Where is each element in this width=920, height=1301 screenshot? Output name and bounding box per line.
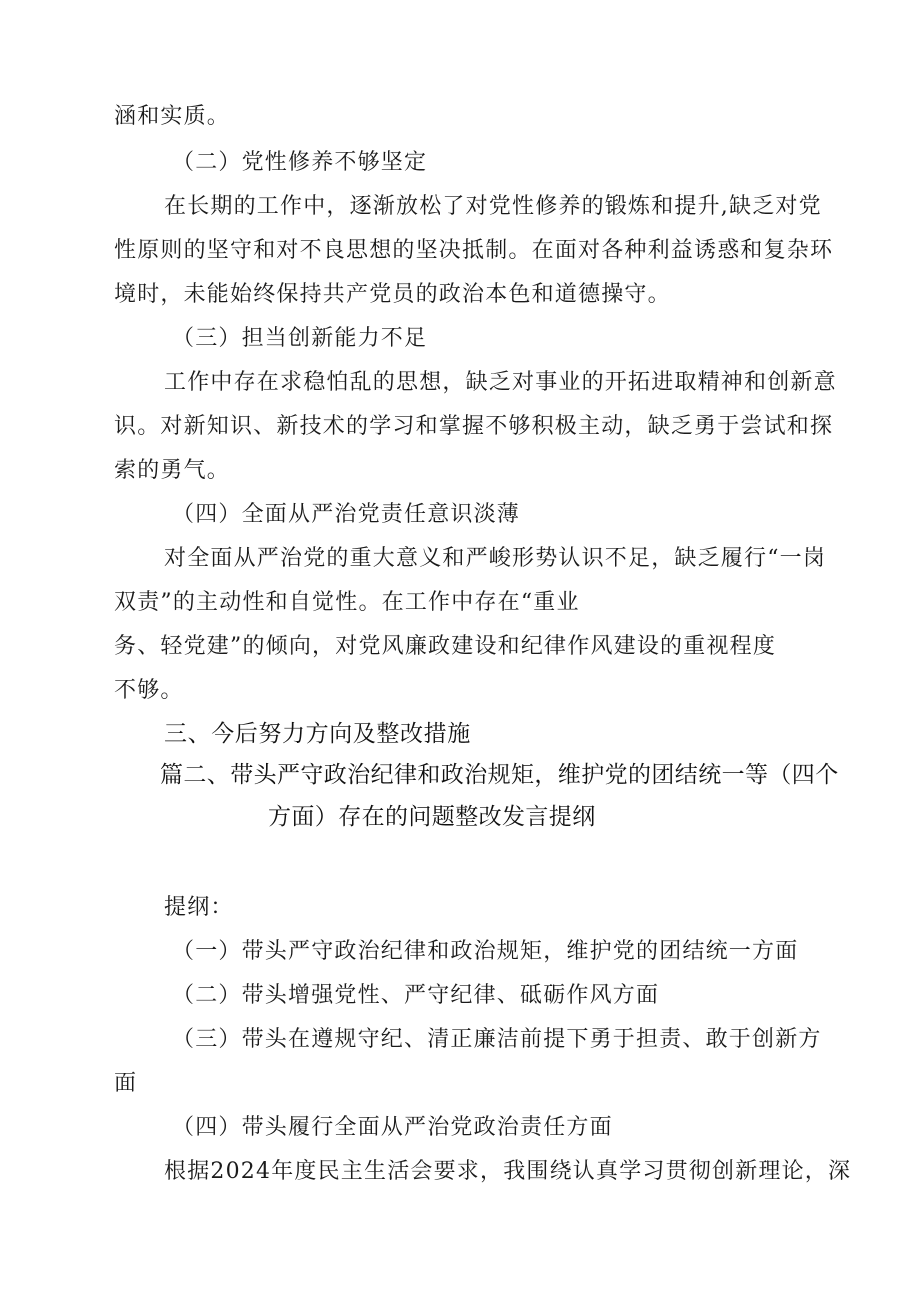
outline-label: 提纲： — [164, 895, 234, 920]
subheading-4: （四）全面从严治党责任意识淡薄 — [172, 502, 521, 527]
paragraph-continuation: 涵和实质。 — [114, 104, 231, 129]
paragraph-line: 识。对新知识、新技术的学习和掌握不够积极主动，缺乏勇于尝试和探 — [114, 414, 834, 439]
section-heading: 三、今后努力方向及整改措施 — [164, 721, 471, 747]
paragraph-line: 在长期的工作中，逐渐放松了对党性修养的锻炼和提升,缺乏对党 — [164, 194, 822, 219]
outline-item-1: （一）带头严守政治纪律和政治规矩，维护党的团结统一方面 — [172, 939, 799, 964]
outline-item-3-wrap: 面 — [114, 1071, 138, 1096]
paragraph-line: 境时，未能始终保持共产党员的政治本色和道德操守。 — [114, 282, 671, 307]
paragraph-line: 双责”的主动性和自觉性。在工作中存在“重业 — [114, 590, 580, 615]
outline-item-2: （二）带头增强党性、严守纪律、砥砺作风方面 — [172, 983, 660, 1008]
paragraph-line: 务、轻党建”的倾向，对党风廉政建设和纪律作风建设的重视程度 — [114, 634, 777, 659]
paragraph-line: 索的勇气。 — [114, 458, 231, 483]
paragraph-line: 性原则的坚守和对不良思想的坚决抵制。在面对各种利益诱惑和复杂环 — [114, 238, 834, 263]
document-title-line-2: 方面）存在的问题整改发言提纲 — [268, 804, 596, 830]
outline-item-3: （三）带头在遵规守纪、清正廉洁前提下勇于担责、敢于创新方 — [172, 1027, 822, 1052]
document-title-line-1: 篇二、带头严守政治纪律和政治规矩，维护党的团结统一等（四个 — [160, 762, 839, 788]
subheading-2: （二）党性修养不够坚定 — [172, 150, 428, 175]
paragraph-line: 工作中存在求稳怕乱的思想，缺乏对事业的开拓进取精神和创新意 — [164, 370, 837, 395]
subheading-3: （三）担当创新能力不足 — [172, 326, 428, 351]
outline-item-4: （四）带头履行全面从严治党政治责任方面 — [172, 1115, 613, 1140]
paragraph-line: 根据2024年度民主生活会要求，我围绕认真学习贯彻创新理论，深 — [164, 1159, 852, 1184]
paragraph-line: 对全面从严治党的重大意义和严峻形势认识不足，缺乏履行“一岗 — [164, 546, 827, 571]
paragraph-line: 不够。 — [114, 678, 184, 703]
